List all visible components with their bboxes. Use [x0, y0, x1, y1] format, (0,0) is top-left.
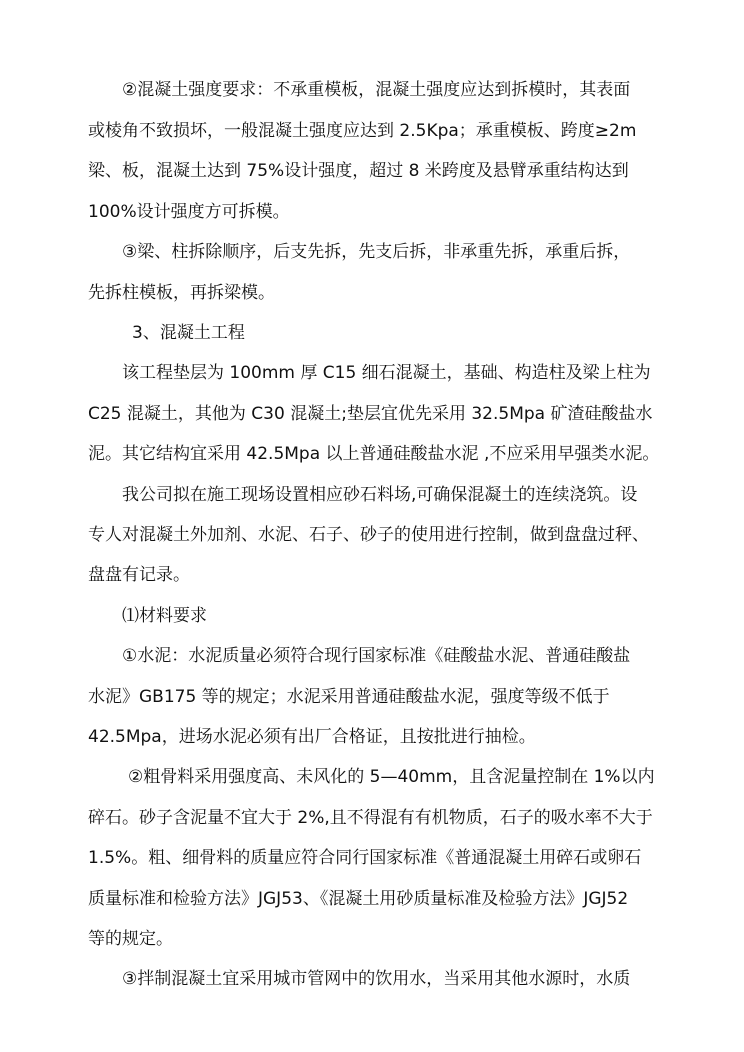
- paragraph-line: ①水泥：水泥质量必须符合现行国家标准《硅酸盐水泥、普通硅酸盐: [122, 646, 631, 666]
- paragraph-line: 1.5%。粗、细骨料的质量应符合同行国家标准《普通混凝土用碎石或卵石: [88, 848, 642, 868]
- paragraph-line: 泥。其它结构宜采用 42.5Mpa 以上普通硅酸盐水泥 ,不应采用早强类水泥。: [88, 444, 660, 464]
- paragraph-line: 先拆柱模板，再拆梁模。: [88, 283, 275, 303]
- subsection-heading: ⑴材料要求: [122, 606, 207, 626]
- paragraph-line: 碎石。砂子含泥量不宜大于 2%,且不得混有有机物质，石子的吸水率不大于: [88, 808, 653, 828]
- paragraph-line: 或棱角不致损坏，一般混凝土强度应达到 2.5Kpa；承重模板、跨度≥2m: [88, 121, 637, 141]
- paragraph-line: ②粗骨料采用强度高、未风化的 5—40mm，且含泥量控制在 1%以内: [128, 767, 655, 787]
- paragraph-line: 质量标准和检验方法》JGJ53、《混凝土用砂质量标准及检验方法》JGJ52: [88, 889, 629, 909]
- paragraph-line: 我公司拟在施工现场设置相应砂石料场,可确保混凝土的连续浇筑。设: [122, 485, 638, 505]
- paragraph-line: ③梁、柱拆除顺序，后支先拆，先支后拆，非承重先拆，承重后拆，: [122, 242, 631, 262]
- paragraph-line: 等的规定。: [88, 929, 173, 949]
- section-heading: 3、混凝土工程: [132, 323, 245, 343]
- paragraph-line: 盘盘有记录。: [88, 565, 190, 585]
- paragraph-line: C25 混凝土，其他为 C30 混凝土;垫层宜优先采用 32.5Mpa 矿渣硅酸盐水: [88, 404, 653, 424]
- paragraph-line: 专人对混凝土外加剂、水泥、石子、砂子的使用进行控制，做到盘盘过秤、: [88, 525, 649, 545]
- paragraph-line: 该工程垫层为 100mm 厚 C15 细石混凝土，基础、构造柱及梁上柱为: [122, 363, 651, 383]
- paragraph-line: 100%设计强度方可拆模。: [88, 202, 290, 222]
- paragraph-line: 水泥》GB175 等的规定；水泥采用普通硅酸盐水泥，强度等级不低于: [88, 687, 610, 707]
- paragraph-line: 梁、板，混凝土达到 75%设计强度，超过 8 米跨度及悬臂承重结构达到: [88, 161, 629, 181]
- paragraph-line: 42.5Mpa，进场水泥必须有出厂合格证，且按批进行抽检。: [88, 727, 536, 747]
- paragraph-line: ②混凝土强度要求：不承重模板，混凝土强度应达到拆模时，其表面: [122, 80, 631, 100]
- paragraph-line: ③拌制混凝土宜采用城市管网中的饮用水，当采用其他水源时，水质: [122, 969, 631, 989]
